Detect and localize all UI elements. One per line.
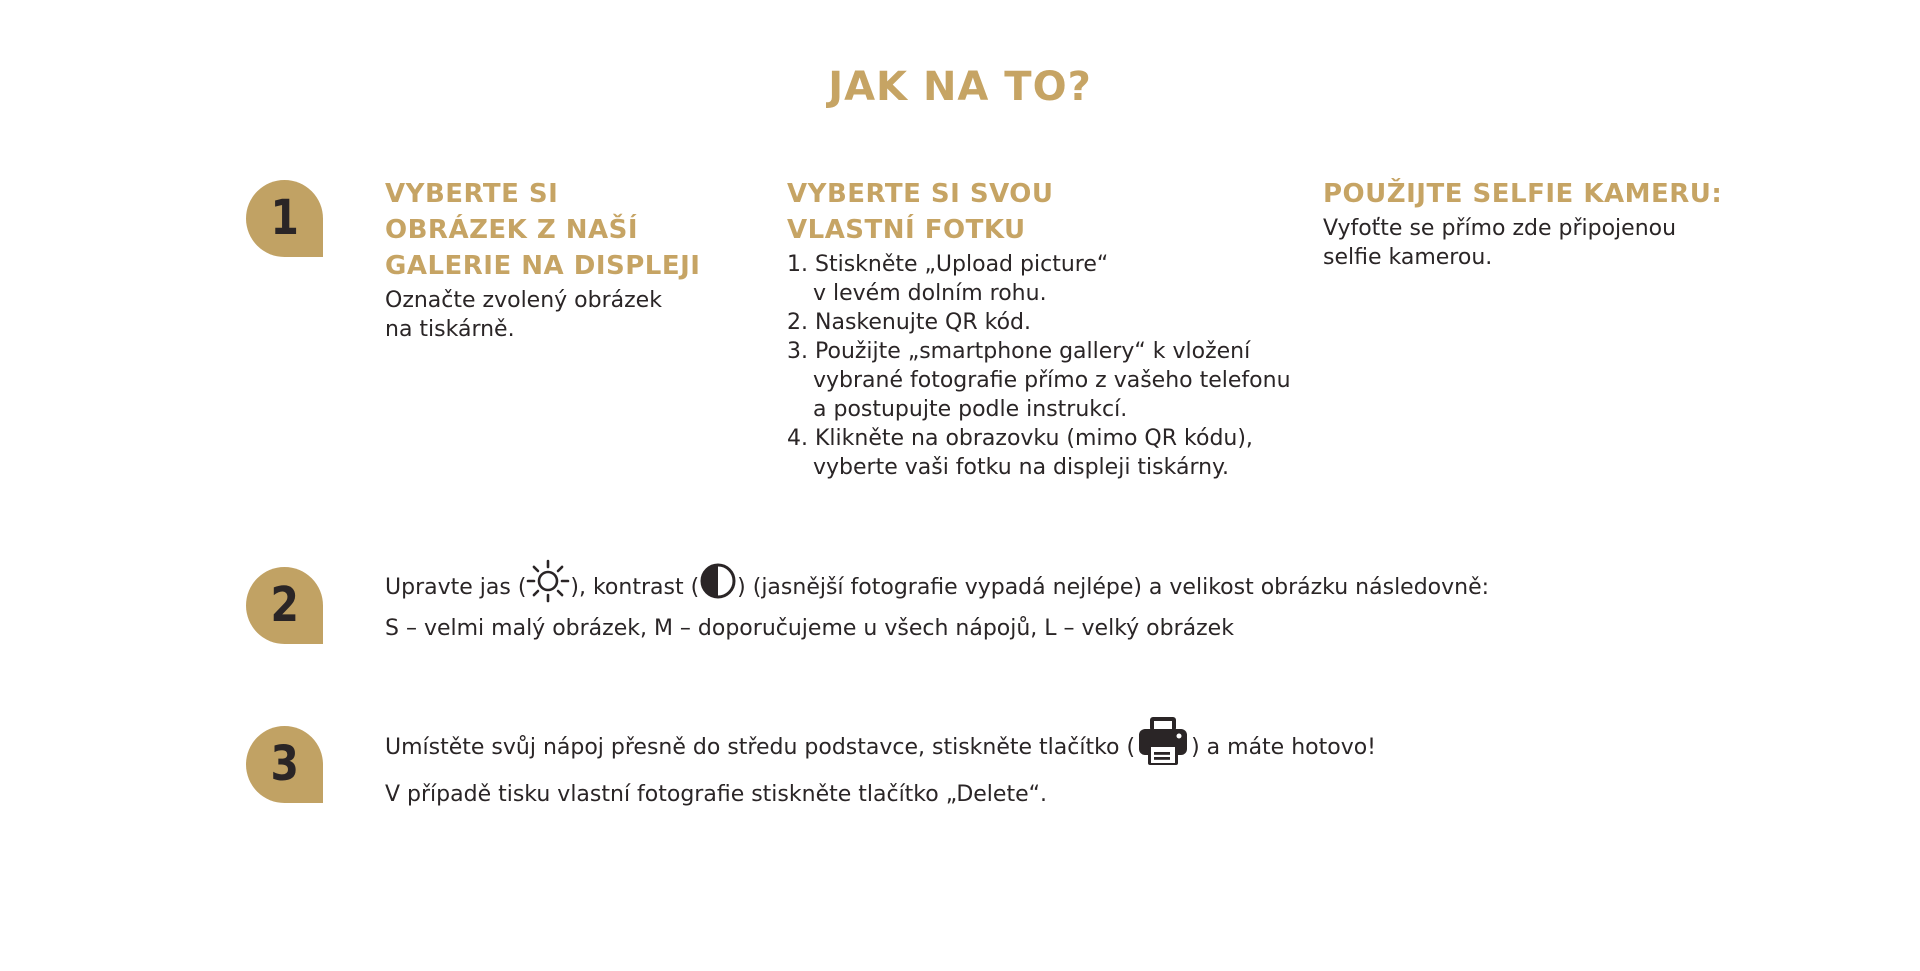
contrast-icon — [699, 562, 737, 608]
option-gallery-heading: VYBERTE SI OBRÁZEK Z NAŠÍ GALERIE NA DISPLEJI — [385, 179, 701, 281]
own-photo-steps — [787, 250, 1291, 482]
list-item: 3. Použijte „smartphone gallery“ k vložení vybrané fotografie přímo z vašeho telefonu a postupujte podle instrukcí. — [787, 339, 1291, 422]
option-selfie — [1323, 176, 1722, 272]
option-own-photo — [787, 176, 1291, 482]
step-badge-1 — [246, 180, 323, 257]
step-2-line-1: Upravte jas ( ), kontrast ( ) (jasnější fotografie vypadá nejlépe) a velikost obrázku následovně: — [385, 562, 1489, 614]
sun-icon — [526, 559, 570, 611]
list-item: 2. Naskenujte QR kód. — [787, 310, 1032, 335]
printer-icon — [1135, 713, 1191, 777]
step-2-line-2: S – velmi malý obrázek, M – doporučujeme u všech nápojů, L – velký obrázek — [385, 616, 1234, 641]
step-2-text — [385, 562, 1489, 643]
option-selfie-text: Vyfoťte se přímo zde připojenou selfie kamerou. — [1323, 216, 1677, 270]
step-3-text — [385, 716, 1376, 809]
option-selfie-heading: POUŽIJTE SELFIE KAMERU: — [1323, 179, 1723, 209]
option-gallery-text: Označte zvolený obrázek na tiskárně. — [385, 288, 662, 342]
step-number: 3 — [270, 736, 299, 792]
step-badge-2 — [246, 567, 323, 644]
step-number: 1 — [270, 190, 299, 246]
list-item: 4. Klikněte na obrazovku (mimo QR kódu), vyberte vaši fotku na displeji tiskárny. — [787, 426, 1253, 480]
page-title: JAK NA TO? — [828, 64, 1092, 110]
list-item: 1. Stiskněte „Upload picture“ v levém dolním rohu. — [787, 252, 1109, 306]
step-3-line-2: V případě tisku vlastní fotografie stiskněte tlačítko „Delete“. — [385, 782, 1048, 807]
option-gallery — [385, 176, 700, 344]
step-badge-3 — [246, 726, 323, 803]
step-3-line-1: Umístěte svůj nápoj přesně do středu podstavce, stiskněte tlačítko ( ) a máte hotovo! — [385, 716, 1376, 780]
option-own-photo-heading: VYBERTE SI SVOU VLASTNÍ FOTKU — [787, 179, 1054, 245]
step-number: 2 — [270, 577, 299, 633]
